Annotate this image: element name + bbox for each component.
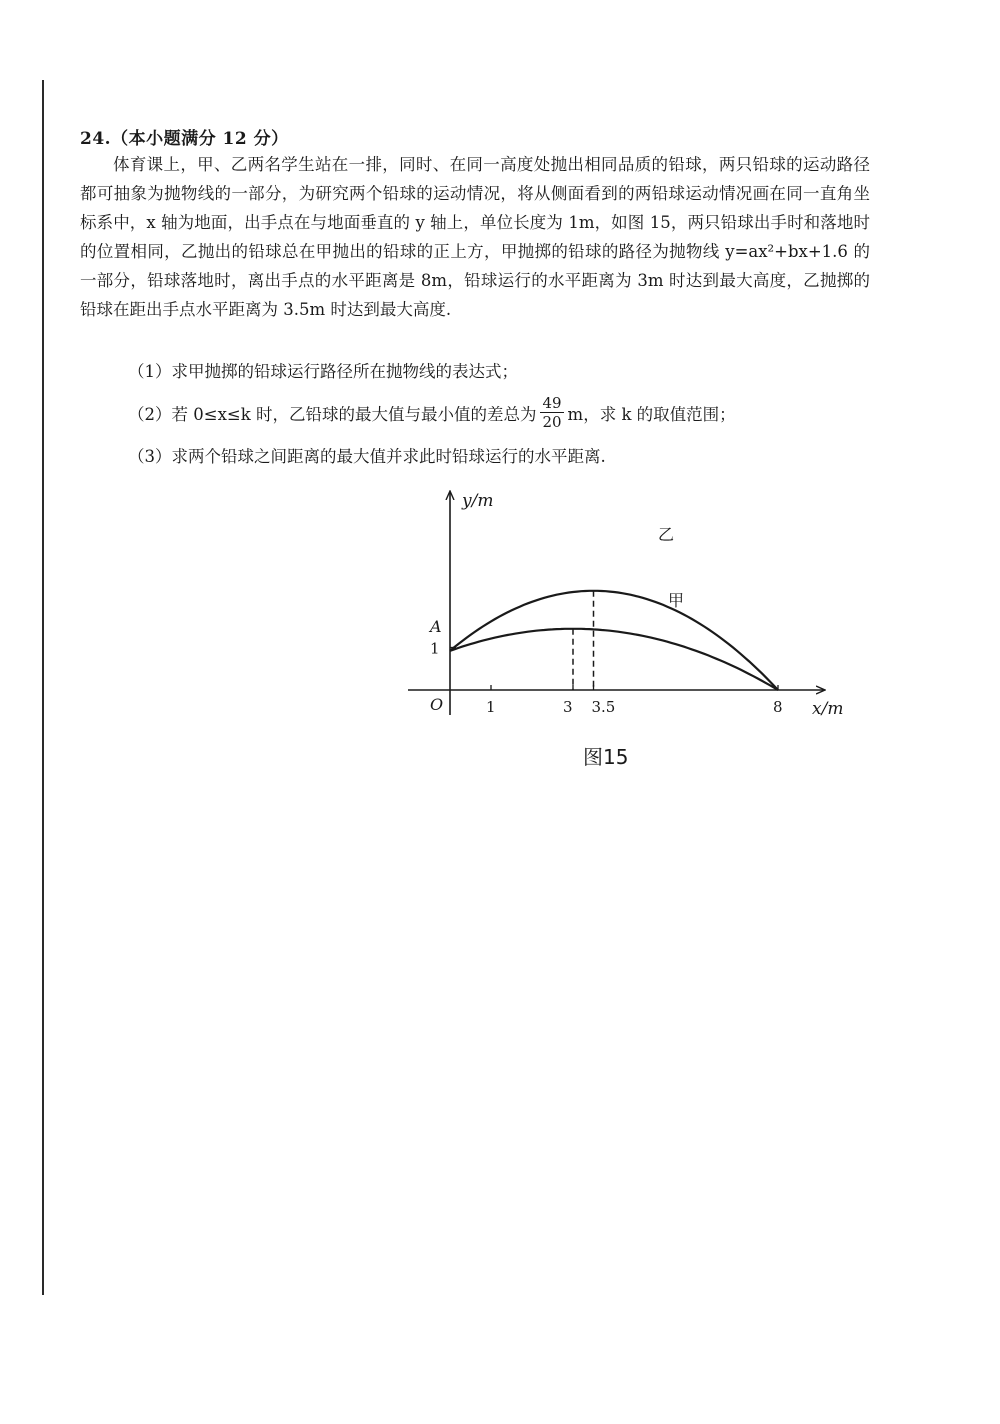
point-a-label: A — [430, 617, 442, 636]
series-label-yi: 乙 — [658, 525, 675, 544]
x-tick-label-3: 3 — [563, 698, 573, 716]
fraction-numerator: 49 — [542, 394, 562, 412]
curve-yi — [450, 591, 778, 690]
curve-jia — [450, 629, 778, 690]
fraction-49-20 — [540, 394, 563, 431]
problem-intro: 体育课上，甲、乙两名学生站在一排，同时、在同一高度处抛出相同品质的铅球，两只铅球的运动路径都可抽象为抛物线的一部分，为研究两个铅球的运动情况，将从侧面看到的两铅球运动情况画在同一直角坐标系中，x 轴为地面，出手点在与地面垂直的 y 轴上，单位长度为 1m，如图 15，两只铅球出手时和落地时的位置相同，乙抛出的铅球总在甲抛出的铅球的正上方，甲抛掷的铅球的路径为抛物线 y=ax²+bx+1.6 的一部分，铅球落地时，离出手点的水平距离是 8m，铅球运行的水平距离为 3m 时达到最大高度，乙抛掷的铅球在距出手点水平距离为 3.5m 时达到最大高度. — [80, 155, 870, 319]
question-2 — [128, 394, 736, 431]
figure-15-chart — [400, 480, 860, 740]
question-2-text-before: （2）若 0≤x≤k 时，乙铅球的最大值与最小值的差总为 — [128, 404, 537, 424]
problem-heading: 24.（本小题满分 12 分） — [80, 129, 289, 149]
x-tick-label-3-5: 3.5 — [591, 698, 616, 716]
origin-label: O — [430, 695, 444, 714]
question-3: （3）求两个铅球之间距离的最大值并求此时铅球运行的水平距离. — [128, 447, 606, 466]
series-label-jia: 甲 — [668, 591, 685, 610]
question-1: （1）求甲抛掷的铅球运行路径所在抛物线的表达式； — [128, 362, 518, 381]
x-tick-label-1: 1 — [486, 698, 496, 716]
x-tick-label-8: 8 — [773, 698, 783, 716]
page-margin-line — [42, 80, 44, 1295]
fraction-denominator: 20 — [542, 413, 562, 431]
x-axis-label: x/m — [812, 699, 844, 719]
y-axis-label: y/m — [462, 491, 494, 511]
question-2-text-after: m，求 k 的取值范围； — [567, 404, 736, 424]
figure-caption: 图15 — [583, 745, 629, 769]
parabola-chart-svg — [400, 480, 860, 740]
y-tick-label-1: 1 — [430, 639, 440, 658]
